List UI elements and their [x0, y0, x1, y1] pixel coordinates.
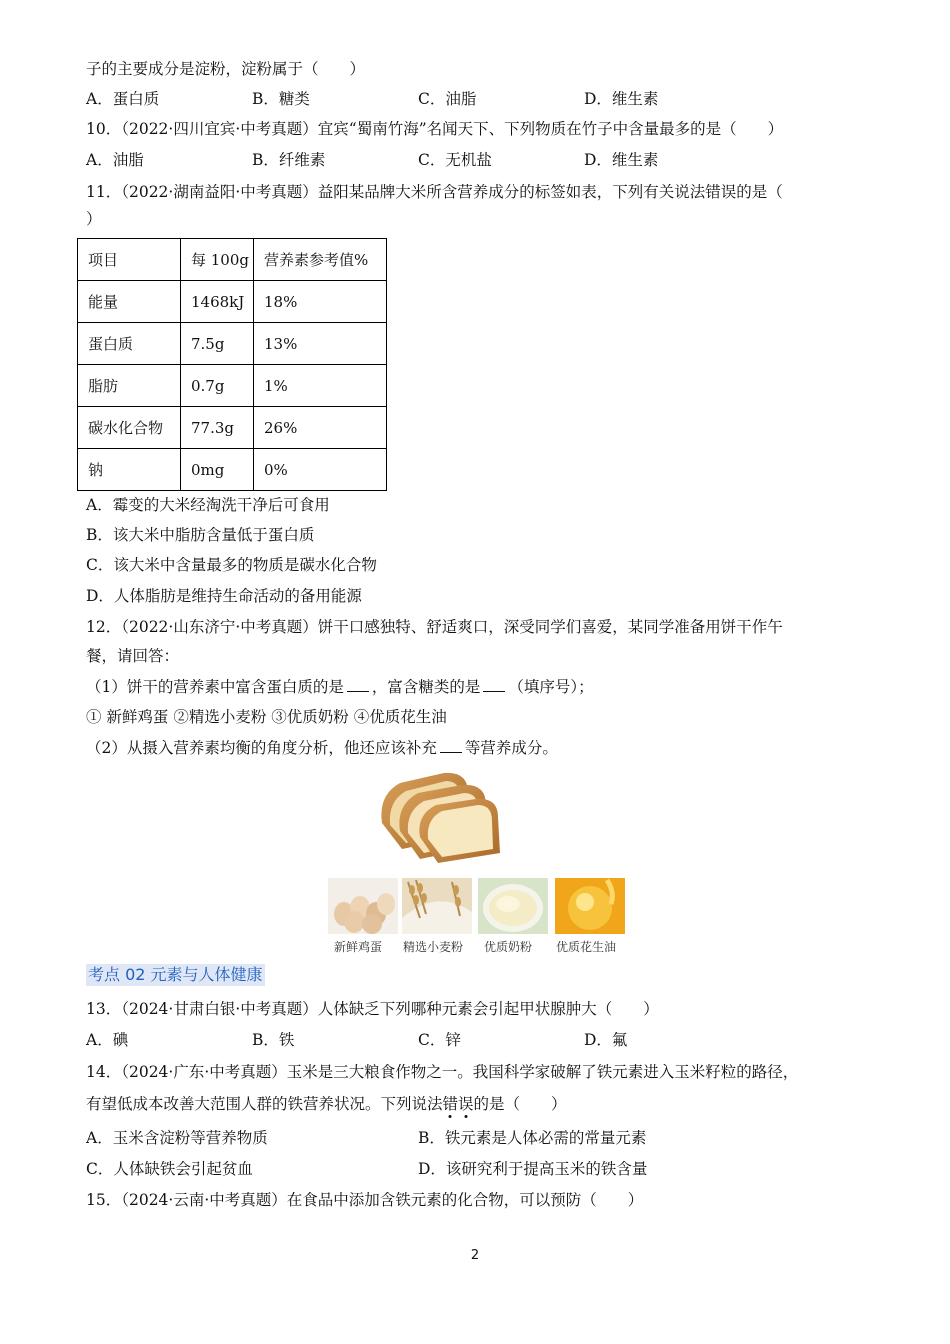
q12-sub1-text-c: （填序号）； — [508, 678, 594, 696]
section-heading: 考点 02 元素与人体健康 — [88, 965, 263, 984]
q10-option-a: A．油脂 — [86, 151, 144, 169]
q10-option-b: B．纤维素 — [252, 151, 326, 169]
q10-option-c: C．无机盐 — [418, 151, 492, 169]
q11-option-d: D．人体脂肪是维持生命活动的备用能源 — [86, 587, 362, 605]
bread-slices-image — [372, 765, 504, 865]
q14-option-d: D．该研究利于提高玉米的铁含量 — [418, 1160, 648, 1178]
question-10-stem: 10．（2022·四川宜宾·中考真题）宜宾“蜀南竹海”名闻天下、下列物质在竹子中含量最多的是（ ） — [86, 120, 784, 138]
q12-sub1-text-b: ，富含糖类的是 — [371, 678, 481, 696]
bread-slice — [419, 799, 500, 863]
table-cell: 18% — [254, 281, 387, 323]
table-cell: 7.5g — [181, 323, 254, 365]
answer-blank[interactable] — [440, 738, 462, 753]
q10-option-d: D．维生素 — [584, 151, 659, 169]
q14-line2-text: 有望低成本改善大范围人群的铁营养状况。下列说法 — [86, 1095, 443, 1113]
milk-powder-image — [478, 878, 548, 934]
question-12-stem: 12．（2022·山东济宁·中考真题）饼干口感独特、舒适爽口，深受同学们喜爱，某同学准备用饼干作午 — [86, 618, 783, 636]
table-cell: 13% — [254, 323, 387, 365]
table-row — [78, 281, 387, 323]
table-header-row — [78, 239, 387, 281]
q9-option-c: C．油脂 — [418, 90, 477, 108]
table-row — [78, 407, 387, 449]
table-header-cell: 营养素参考值% — [254, 239, 387, 281]
table-cell: 能量 — [78, 281, 181, 323]
question-15-stem: 15．（2024·云南·中考真题）在食品中添加含铁元素的化合物，可以预防（ ） — [86, 1191, 644, 1209]
table-cell: 0% — [254, 449, 387, 491]
q13-option-c: C．锌 — [418, 1031, 461, 1049]
question-13-stem: 13．（2024·甘肃白银·中考真题）人体缺乏下列哪种元素会引起甲状腺肿大（ ） — [86, 1000, 659, 1018]
table-cell: 碳水化合物 — [78, 407, 181, 449]
nutrition-table — [77, 238, 387, 491]
table-cell: 0mg — [181, 449, 254, 491]
q12-choices: ① 新鲜鸡蛋 ②精选小麦粉 ③优质奶粉 ④优质花生油 — [86, 708, 447, 726]
image-caption: 新鲜鸡蛋 — [334, 940, 383, 954]
q14-line2-tail: 的是（ ） — [473, 1095, 567, 1113]
table-row — [78, 323, 387, 365]
table-header-cell: 项目 — [78, 239, 181, 281]
q11-option-c: C．该大米中含量最多的物质是碳水化合物 — [86, 556, 377, 574]
q11-option-a: A．霉变的大米经淘洗干净后可食用 — [86, 496, 330, 514]
table-header-cell: 每 100g — [181, 239, 254, 281]
q12-sub-question-2 — [86, 737, 558, 759]
q9-option-d: D．维生素 — [584, 90, 659, 108]
table-row — [78, 449, 387, 491]
q13-option-b: B．铁 — [252, 1031, 295, 1049]
question-11-stem-cont: ） — [86, 210, 102, 228]
table-cell: 1% — [254, 365, 387, 407]
q9-option-a: A．蛋白质 — [86, 90, 160, 108]
q13-option-a: A．碘 — [86, 1031, 129, 1049]
answer-blank[interactable] — [483, 677, 505, 692]
image-caption: 优质奶粉 — [484, 940, 533, 954]
table-cell: 蛋白质 — [78, 323, 181, 365]
q13-option-d: D．氟 — [584, 1031, 628, 1049]
q12-sub1-text-a: （1）饼干的营养素中富含蛋白质的是 — [86, 678, 344, 696]
answer-blank[interactable] — [347, 677, 369, 692]
table-cell: 0.7g — [181, 365, 254, 407]
question-14-stem-cont — [86, 1093, 567, 1115]
q14-option-c: C．人体缺铁会引起贫血 — [86, 1160, 253, 1178]
table-row — [78, 365, 387, 407]
q11-option-b: B．该大米中脂肪含量低于蛋白质 — [86, 526, 315, 544]
q14-option-a: A．玉米含淀粉等营养物质 — [86, 1129, 268, 1147]
image-caption: 精选小麦粉 — [403, 940, 464, 954]
emphasis-char: 误 — [458, 1095, 474, 1113]
eggs-image — [328, 878, 398, 934]
question-11-stem: 11．（2022·湖南益阳·中考真题）益阳某品牌大米所含营养成分的标签如表，下列有关说法错误的是（ — [86, 183, 783, 201]
image-caption: 优质花生油 — [556, 940, 617, 954]
q14-option-b: B．铁元素是人体必需的常量元素 — [418, 1129, 647, 1147]
question-9-stem-tail: 子的主要成分是淀粉，淀粉属于（ ） — [86, 60, 366, 78]
table-cell: 钠 — [78, 449, 181, 491]
page-number: 2 — [470, 1248, 480, 1263]
table-cell: 77.3g — [181, 407, 254, 449]
question-14-stem: 14．（2024·广东·中考真题）玉米是三大粮食作物之一。我国科学家破解了铁元素进入玉米籽粒的路径， — [86, 1063, 799, 1081]
q9-option-b: B．糖类 — [252, 90, 310, 108]
table-cell: 26% — [254, 407, 387, 449]
peanut-oil-image — [555, 878, 625, 934]
table-cell: 1468kJ — [181, 281, 254, 323]
table-cell: 脂肪 — [78, 365, 181, 407]
emphasis-char: 错 — [442, 1095, 459, 1113]
q12-sub2-text-b: 等营养成分。 — [464, 739, 558, 757]
question-12-stem-cont: 餐，请回答： — [86, 647, 180, 665]
q12-sub2-text-a: （2）从摄入营养素均衡的角度分析，他还应该补充 — [86, 739, 437, 757]
wheat-flour-image — [402, 878, 472, 934]
q12-sub-question-1 — [86, 676, 594, 698]
